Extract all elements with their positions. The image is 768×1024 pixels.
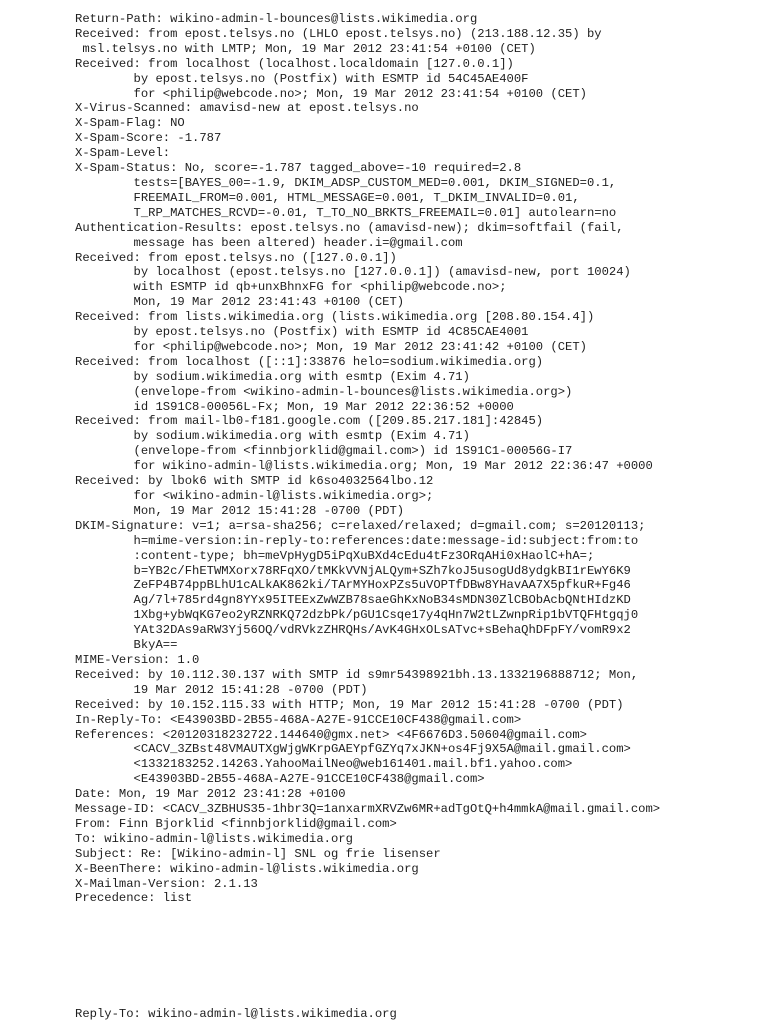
header-line: Mon, 19 Mar 2012 15:41:28 -0700 (PDT) (75, 503, 405, 518)
header-line: by epost.telsys.no (Postfix) with ESMTP id 54C45AE400F (75, 71, 529, 86)
header-line: Subject: Re: [Wikino-admin-l] SNL og frie lisenser (75, 846, 441, 861)
header-line: Received: from epost.telsys.no (LHLO epost.telsys.no) (213.188.12.35) by (75, 26, 602, 41)
email-headers-block (75, 12, 755, 906)
header-line: FREEMAIL_FROM=0.001, HTML_MESSAGE=0.001, T_DKIM_INVALID=0.01, (75, 190, 580, 205)
header-line: Received: from localhost ([::1]:33876 helo=sodium.wikimedia.org) (75, 354, 544, 369)
header-line: T_RP_MATCHES_RCVD=-0.01, T_TO_NO_BRKTS_FREEMAIL=0.01] autolearn=no (75, 205, 617, 220)
header-line: Date: Mon, 19 Mar 2012 23:41:28 +0100 (75, 787, 346, 802)
header-line: id 1S91C8-00056L-Fx; Mon, 19 Mar 2012 22:36:52 +0000 (75, 399, 514, 414)
header-line: Ag/7l+785rd4gn8YYx95ITEExZwWZB78saeGhKxNoB34sMDN30ZlCBObAcbQNtHIdzKD (75, 593, 631, 608)
header-line: <1332183252.14263.YahooMailNeo@web161401.mail.bf1.yahoo.com> (75, 757, 573, 772)
header-line: Precedence: list (75, 891, 193, 906)
header-line: <CACV_3ZBst48VMAUTXgWjgWKrpGAEYpfGZYq7xJKN+os4Fj9X5A@mail.gmail.com> (75, 742, 631, 757)
header-line: (envelope-from <wikino-admin-l-bounces@lists.wikimedia.org>) (75, 384, 573, 399)
header-line: Received: from localhost (localhost.localdomain [127.0.0.1]) (75, 56, 514, 71)
header-line: Received: by 10.112.30.137 with SMTP id s9mr54398921bh.13.1332196888712; Mon, (75, 667, 639, 682)
header-line: Received: by lbok6 with SMTP id k6so4032564lbo.12 (75, 474, 434, 489)
header-line: 19 Mar 2012 15:41:28 -0700 (PDT) (75, 682, 368, 697)
header-line: X-Spam-Flag: NO (75, 116, 185, 131)
header-line: h=mime-version:in-reply-to:references:date:message-id:subject:from:to (75, 533, 639, 548)
header-line: X-BeenThere: wikino-admin-l@lists.wikimedia.org (75, 861, 419, 876)
header-line: Received: from lists.wikimedia.org (lists.wikimedia.org [208.80.154.4]) (75, 310, 595, 325)
header-line: for <wikino-admin-l@lists.wikimedia.org>; (75, 489, 434, 503)
header-line: b=YB2c/FhETWMXorx78RFqXO/tMKkVVNjALQym+SZh7koJ5usogUd8ydgkBI1rEwY6K9 (75, 563, 631, 578)
header-line: X-Spam-Status: No, score=-1.787 tagged_above=-10 required=2.8 (75, 161, 522, 176)
header-line: msl.telsys.no with LMTP; Mon, 19 Mar 2012 23:41:54 +0100 (CET) (75, 41, 536, 56)
header-line: Authentication-Results: epost.telsys.no (amavisd-new); dkim=softfail (fail, (75, 220, 624, 235)
header-line: To: wikino-admin-l@lists.wikimedia.org (75, 831, 353, 846)
header-line: <E43903BD-2B55-468A-A27E-91CCE10CF438@gmail.com> (75, 772, 485, 787)
header-line: by sodium.wikimedia.org with esmtp (Exim 4.71) (75, 429, 470, 444)
header-line: References: <20120318232722.144640@gmx.net> <4F6676D3.50604@gmail.com> (75, 727, 587, 742)
header-line: YAt32DAs9aRW3Yj56OQ/vdRVkzZHRQHs/AvK4GHxOLsATvc+sBehaQhDFpFY/vomR9x2 (75, 623, 631, 638)
header-line: Return-Path: wikino-admin-l-bounces@lists.wikimedia.org (75, 12, 478, 26)
header-line: X-Mailman-Version: 2.1.13 (75, 876, 258, 891)
header-line: for <philip@webcode.no>; Mon, 19 Mar 2012 23:41:54 +0100 (CET) (75, 86, 587, 101)
reply-to-header: Reply-To: wikino-admin-l@lists.wikimedia.org (75, 1007, 397, 1021)
header-line: tests=[BAYES_00=-1.9, DKIM_ADSP_CUSTOM_MED=0.001, DKIM_SIGNED=0.1, (75, 175, 617, 190)
header-line: by sodium.wikimedia.org with esmtp (Exim 4.71) (75, 369, 470, 384)
header-line: MIME-Version: 1.0 (75, 652, 200, 667)
header-line: X-Spam-Score: -1.787 (75, 131, 222, 146)
header-line: Received: from epost.telsys.no ([127.0.0.1]) (75, 250, 397, 265)
header-line: ZeFP4B74ppBLhU1cALkAK862ki/TArMYHoxPZs5uVOPTfDBw8YHavAA7X5pfkuR+Fg46 (75, 578, 631, 593)
header-line: by epost.telsys.no (Postfix) with ESMTP id 4C85CAE4001 (75, 325, 529, 340)
header-line: 1Xbg+ybWqKG7eo2yRZNRKQ72dzbPk/pGU1Csqe17y4qHn7W2tLZwnpRip1bVTQFHtgqj0 (75, 608, 639, 623)
header-line: DKIM-Signature: v=1; a=rsa-sha256; c=relaxed/relaxed; d=gmail.com; s=20120113; (75, 518, 646, 533)
header-line: Message-ID: <CACV_3ZBHUS35-1hbr3Q=1anxarmXRVZw6MR+adTgOtQ+h4mmkA@mail.gmail.com> (75, 802, 661, 817)
header-line: Mon, 19 Mar 2012 23:41:43 +0100 (CET) (75, 295, 405, 310)
header-line: (envelope-from <finnbjorklid@gmail.com>) id 1S91C1-00056G-I7 (75, 444, 573, 459)
header-line: by localhost (epost.telsys.no [127.0.0.1]) (amavisd-new, port 10024) (75, 265, 631, 280)
header-line: In-Reply-To: <E43903BD-2B55-468A-A27E-91CCE10CF438@gmail.com> (75, 712, 522, 727)
header-line: From: Finn Bjorklid <finnbjorklid@gmail.com> (75, 816, 397, 831)
header-line: message has been altered) header.i=@gmail.com (75, 235, 463, 250)
header-line: for <philip@webcode.no>; Mon, 19 Mar 2012 23:41:42 +0100 (CET) (75, 339, 587, 354)
header-line: X-Virus-Scanned: amavisd-new at epost.telsys.no (75, 101, 419, 116)
header-line: BkyA== (75, 638, 178, 653)
header-line: for wikino-admin-l@lists.wikimedia.org; Mon, 19 Mar 2012 22:36:47 +0000 (75, 459, 653, 474)
header-line: :content-type; bh=meVpHygD5iPqXuBXd4cEdu4tFz3ORqAHi0xHaolC+hA=; (75, 548, 595, 563)
header-line: with ESMTP id qb+unxBhnxFG for <philip@webcode.no>; (75, 280, 507, 295)
header-line: Received: by 10.152.115.33 with HTTP; Mon, 19 Mar 2012 15:41:28 -0700 (PDT) (75, 697, 624, 712)
header-line: X-Spam-Level: (75, 146, 171, 161)
header-line: Received: from mail-lb0-f181.google.com ([209.85.217.181]:42845) (75, 414, 544, 429)
